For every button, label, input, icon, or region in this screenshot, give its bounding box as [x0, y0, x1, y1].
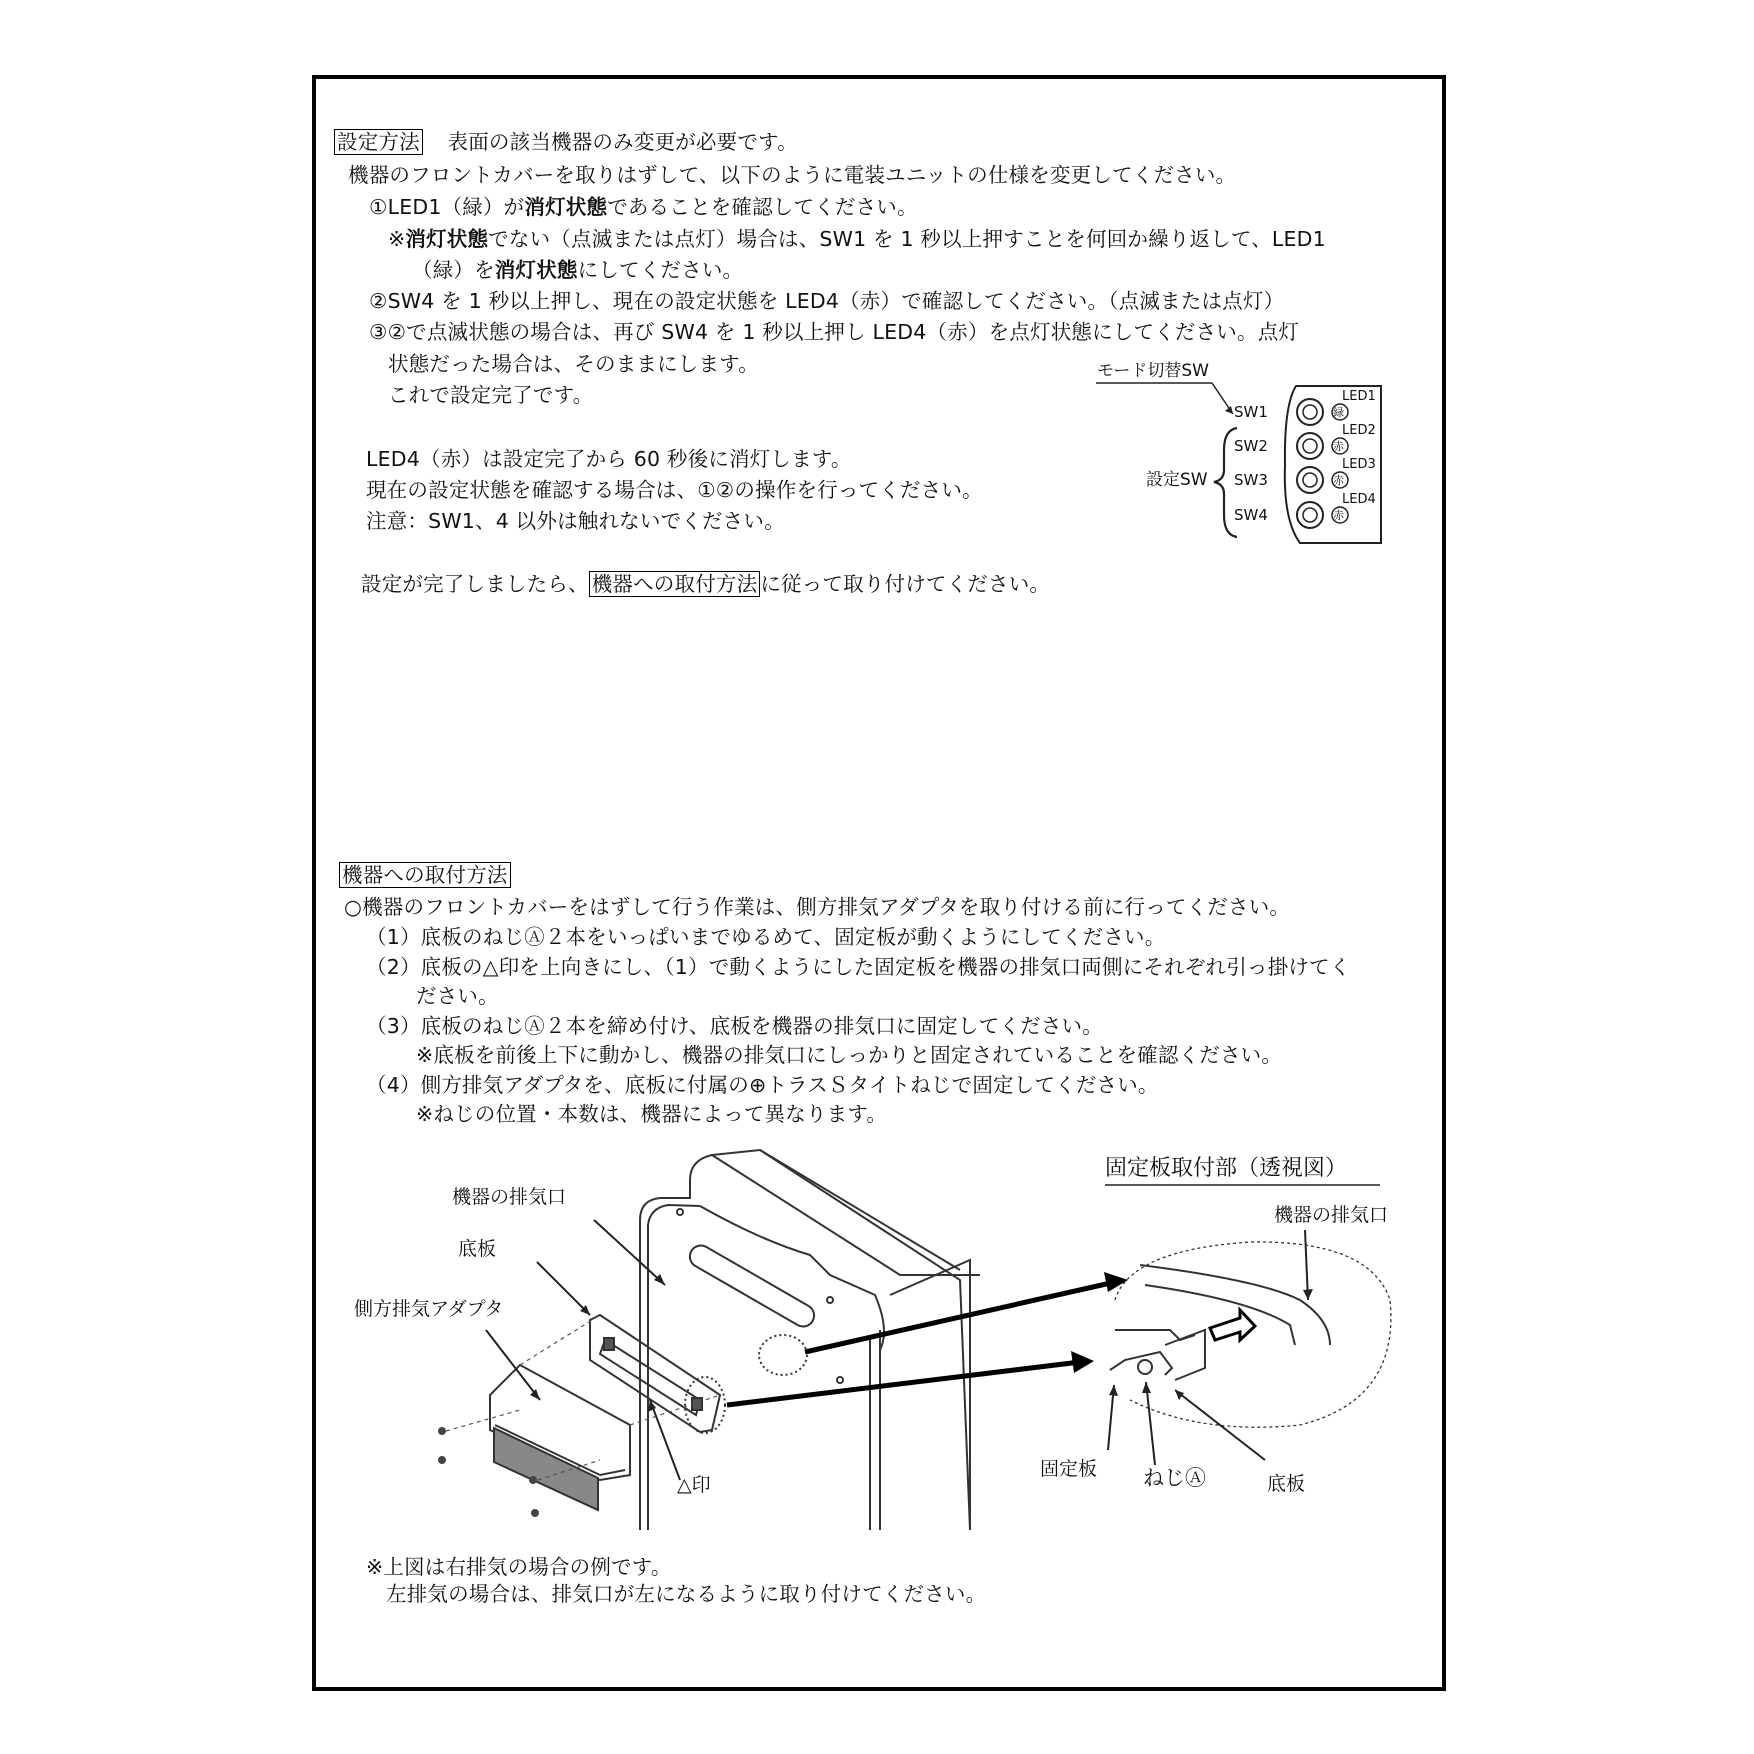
install-heading: 機器への取付方法	[339, 862, 511, 888]
detail-label-base: 底板	[1267, 1473, 1306, 1495]
detail-label-screw-a: ねじⒶ	[1143, 1466, 1206, 1490]
install-step2-1: （2）底板の△印を上向きにし、（1）で動くようにした固定板を機器の排気口両側にそれぞれ引っ掛けてく	[366, 955, 1351, 979]
label-adapter: 側方排気アダプタ	[354, 1298, 504, 1320]
install-step3: （3）底板のねじⒶ２本を締め付け、底板を機器の排気口に固定してください。	[366, 1014, 1103, 1038]
install-step3-note: ※底板を前後上下に動かし、機器の排気口にしっかりと固定されていることを確認ください。	[416, 1043, 1283, 1067]
led-label-1: LED1	[1342, 389, 1376, 404]
install-step1: （1）底板のねじⒶ２本をいっぱいまでゆるめて、固定板が動くようにしてください。	[366, 925, 1166, 949]
switch-label-sw1: SW1	[1234, 403, 1268, 421]
mode-switch-label: モード切替SW	[1097, 361, 1209, 381]
label-base-plate: 底板	[458, 1238, 497, 1260]
switch-label-sw2: SW2	[1234, 437, 1268, 455]
install-intro: ○機器のフロントカバーをはずして行う作業は、側方排気アダプタを取り付ける前に行ってください。	[344, 895, 1291, 919]
setting-step3-1: ③②で点滅状態の場合は、再び SW4 を 1 秒以上押し LED4（赤）を点灯状態にしてください。点灯	[369, 320, 1300, 344]
setting-step1-note-1: ※消灯状態でない（点滅または点灯）場合は、SW1 を 1 秒以上押すことを何回か繰り返して、LED1	[388, 227, 1326, 251]
led-label-3: LED3	[1342, 457, 1376, 472]
switch-label-sw4: SW4	[1234, 506, 1268, 524]
install-ref: 機器への取付方法	[589, 571, 761, 597]
label-triangle-mark: △印	[677, 1474, 711, 1496]
detail-arrows	[727, 1272, 1128, 1405]
setting-note-2: 現在の設定状態を確認する場合は、①②の操作を行ってください。	[366, 478, 983, 502]
unit-body	[640, 1150, 980, 1530]
install-step4-note: ※ねじの位置・本数は、機器によって異なります。	[416, 1102, 888, 1126]
setting-step3-3: これで設定完了です。	[388, 383, 594, 407]
setting-heading: 設定方法	[334, 129, 423, 155]
detail-title: 固定板取付部（透視図）	[1105, 1156, 1348, 1181]
setting-step1: ①LED1（緑）が消灯状態であることを確認してください。	[369, 195, 918, 219]
setting-switch-label: 設定SW	[1146, 470, 1208, 490]
footnote-1: ※上図は右排気の場合の例です。	[366, 1555, 672, 1579]
led-color-1: 緑	[1333, 406, 1344, 419]
side-exhaust-adapter	[490, 1365, 630, 1510]
setting-note-3: 注意：SW1、4 以外は触れないでください。	[366, 509, 785, 533]
detail-label-exhaust: 機器の排気口	[1274, 1204, 1389, 1226]
led-color-2: 赤	[1333, 440, 1344, 453]
led-label-2: LED2	[1342, 423, 1376, 438]
led-label-4: LED4	[1342, 492, 1376, 507]
led-color-4: 赤	[1333, 509, 1344, 522]
setting-final: 設定が完了しましたら、 機器への取付方法 に従って取り付けてください。	[361, 572, 1051, 596]
label-exhaust-port: 機器の排気口	[452, 1186, 567, 1208]
setting-intro: 機器のフロントカバーを取りはずして、以下のように電装ユニットの仕様を変更してください。	[348, 163, 1237, 187]
setting-step1-note-2: （緑）を消灯状態にしてください。	[412, 258, 744, 282]
setting-step2: ②SW4 を 1 秒以上押し、現在の設定状態を LED4（赤）で確認してください。（点滅または点灯）	[369, 289, 1285, 313]
install-step2-2: ださい。	[416, 984, 499, 1008]
footnote-2: 左排気の場合は、排気口が左になるように取り付けてください。	[386, 1582, 987, 1606]
detail-view	[1110, 1242, 1391, 1427]
setting-note-1: LED4（赤）は設定完了から 60 秒後に消灯します。	[366, 447, 852, 471]
setting-heading-note: 表面の該当機器のみ変更が必要です。	[447, 130, 798, 154]
install-step4: （4）側方排気アダプタを、底板に付属の⊕トラスＳタイトねじで固定してください。	[366, 1073, 1159, 1097]
detail-label-fixing-plate: 固定板	[1040, 1458, 1098, 1480]
led-color-3: 赤	[1333, 474, 1344, 487]
setting-step3-2: 状態だった場合は、そのままにします。	[388, 352, 759, 376]
switch-label-sw3: SW3	[1234, 471, 1268, 489]
